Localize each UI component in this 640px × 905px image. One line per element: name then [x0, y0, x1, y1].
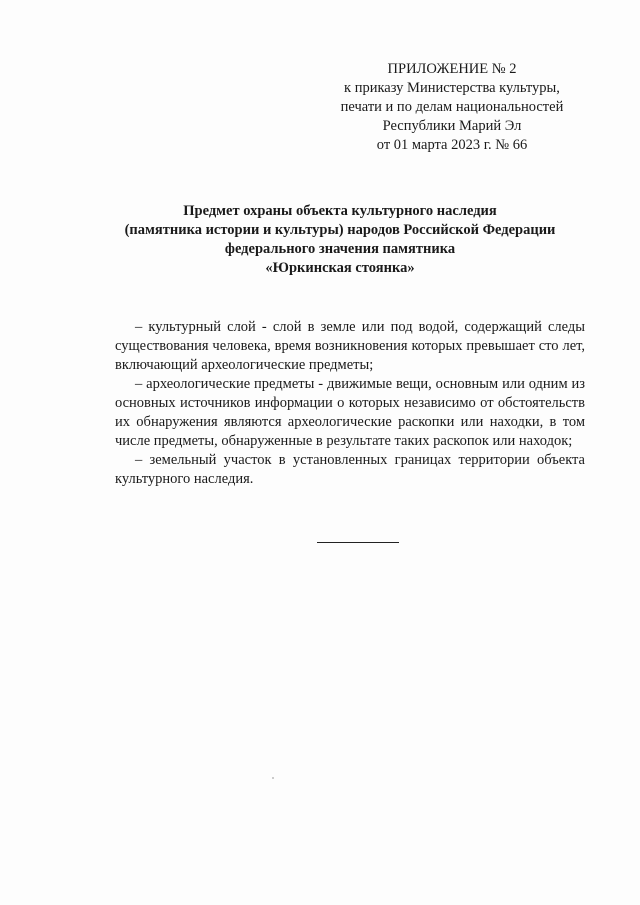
separator-line	[317, 542, 399, 543]
list-item-cultural-layer: – культурный слой - слой в земле или под водой, содержащий следы существования человека, время возникновения которых превышает сто лет, включающий археологические предметы;	[115, 319, 585, 373]
document-title	[90, 202, 590, 278]
title-line: (памятника истории и культуры) народов Российской Федерации	[124, 222, 556, 238]
body-text	[115, 318, 585, 489]
title-line: федерального значения памятника	[224, 241, 456, 257]
appendix-date-line: от 01 марта 2023 г. № 66	[376, 137, 528, 153]
list-item-land-plot: – земельный участок в установленных границах территории объекта культурного наследия.	[115, 452, 585, 487]
title-line: Предмет охраны объекта культурного наследия	[183, 203, 497, 219]
appendix-republic-line: Республики Марий Эл	[382, 118, 522, 134]
appendix-order-line: к приказу Министерства культуры,	[344, 80, 560, 96]
appendix-number: ПРИЛОЖЕНИЕ № 2	[387, 61, 517, 77]
list-item-archaeological-objects: – археологические предметы - движимые вещи, основным или одним из основных источников информации о которых независимо от обстоятельств их обнаружения являются археологические раскопки или находки, в том числе предметы, обнаруженные в результате таких раскопок или находок;	[115, 376, 585, 449]
appendix-block	[320, 60, 584, 155]
appendix-ministry-line: печати и по делам национальностей	[340, 99, 564, 115]
title-line: «Юркинская стоянка»	[265, 260, 415, 276]
scan-speck	[272, 777, 274, 779]
